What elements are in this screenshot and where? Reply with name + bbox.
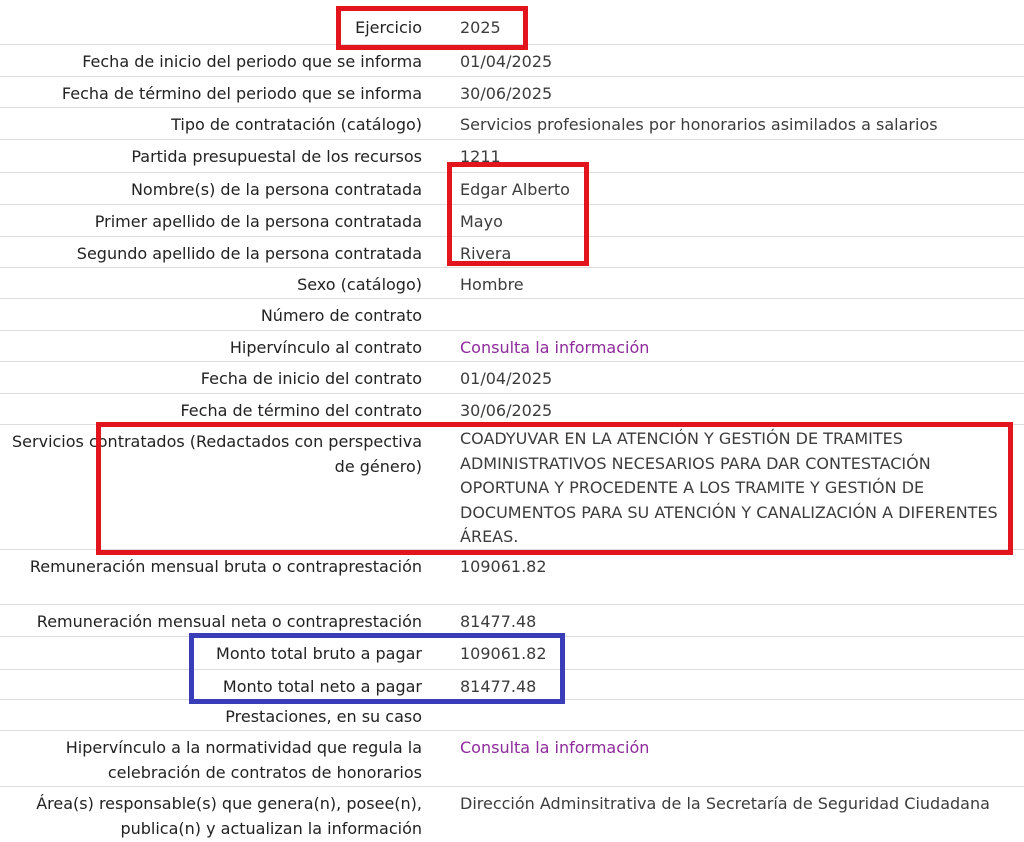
row-hipervinculo-contrato — [0, 331, 1024, 362]
row-value: 01/04/2025 — [460, 369, 553, 388]
row-label: Tipo de contratación (catálogo) — [171, 115, 422, 134]
row-label: Fecha de término del contrato — [180, 401, 422, 420]
row-fecha-inicio-contrato — [0, 362, 1024, 394]
row-label: Remuneración mensual bruta o contraprestación — [29, 557, 422, 576]
row-fecha-inicio-periodo — [0, 45, 1024, 77]
row-label: Segundo apellido de la persona contratada — [76, 244, 422, 263]
row-fecha-termino-periodo — [0, 77, 1024, 108]
row-label: Hipervínculo a la normatividad que regula la celebración de contratos de honorarios — [65, 738, 422, 782]
row-label: Área(s) responsable(s) que genera(n), posee(n), publica(n) y actualizan la información — [36, 794, 422, 838]
row-value: Mayo — [460, 212, 503, 231]
row-tipo-contratacion — [0, 108, 1024, 140]
row-label: Partida presupuestal de los recursos — [131, 147, 422, 166]
row-servicios-contratados — [0, 425, 1024, 550]
row-sexo — [0, 268, 1024, 299]
row-nombre — [0, 173, 1024, 205]
row-value: 2025 — [460, 18, 501, 37]
row-label: Remuneración mensual neta o contraprestación — [36, 612, 422, 631]
row-monto-total-neto — [0, 670, 1024, 700]
row-remuneracion-bruta — [0, 550, 1024, 605]
row-label: Número de contrato — [260, 306, 422, 325]
row-label: Ejercicio — [355, 18, 422, 37]
row-value: 81477.48 — [460, 612, 537, 631]
row-label: Monto total neto a pagar — [222, 677, 422, 696]
row-value: 30/06/2025 — [460, 401, 553, 420]
row-value: 01/04/2025 — [460, 52, 553, 71]
row-numero-contrato — [0, 299, 1024, 331]
row-fecha-termino-contrato — [0, 394, 1024, 425]
row-label: Fecha de término del periodo que se informa — [61, 84, 422, 103]
row-label: Primer apellido de la persona contratada — [94, 212, 422, 231]
row-area-responsable — [0, 787, 1024, 842]
row-primer-apellido — [0, 205, 1024, 237]
row-value: Edgar Alberto — [460, 180, 570, 199]
row-value: Dirección Adminsitrativa de la Secretaría de Seguridad Ciudadana — [460, 794, 990, 813]
row-label: Fecha de inicio del periodo que se informa — [82, 52, 422, 71]
row-value: COADYUVAR EN LA ATENCIÓN Y GESTIÓN DE TRAMITES ADMINISTRATIVOS NECESARIOS PARA DAR CONTESTACIÓN OPORTUNA Y PROCEDENTE A LOS TRAMITE Y GESTIÓN DE DOCUMENTOS PARA SU ATENCIÓN Y CANALIZACIÓN A DIFERENTES ÁREAS. — [460, 429, 998, 546]
row-label: Prestaciones, en su caso — [225, 707, 422, 726]
row-value: 30/06/2025 — [460, 84, 553, 103]
contract-link[interactable]: Consulta la información — [460, 338, 650, 357]
row-hipervinculo-normatividad — [0, 731, 1024, 787]
row-value: Hombre — [460, 275, 524, 294]
row-label: Monto total bruto a pagar — [216, 644, 422, 663]
row-ejercicio — [0, 0, 1024, 45]
row-value: 1211 — [460, 147, 501, 166]
row-label: Servicios contratados (Redactados con perspectiva de género) — [12, 432, 422, 476]
row-value: Rivera — [460, 244, 512, 263]
row-value: 109061.82 — [460, 644, 547, 663]
row-label: Sexo (catálogo) — [297, 275, 422, 294]
row-prestaciones — [0, 700, 1024, 731]
row-value: 109061.82 — [460, 557, 547, 576]
row-label: Hipervínculo al contrato — [229, 338, 422, 357]
row-remuneracion-neta — [0, 605, 1024, 637]
row-segundo-apellido — [0, 237, 1024, 268]
row-label: Fecha de inicio del contrato — [200, 369, 422, 388]
row-partida-presupuestal — [0, 140, 1024, 173]
row-value: Servicios profesionales por honorarios asimilados a salarios — [460, 115, 938, 134]
normatividad-link[interactable]: Consulta la información — [460, 738, 650, 757]
row-label: Nombre(s) de la persona contratada — [130, 180, 422, 199]
row-monto-total-bruto — [0, 637, 1024, 670]
row-value: 81477.48 — [460, 677, 537, 696]
